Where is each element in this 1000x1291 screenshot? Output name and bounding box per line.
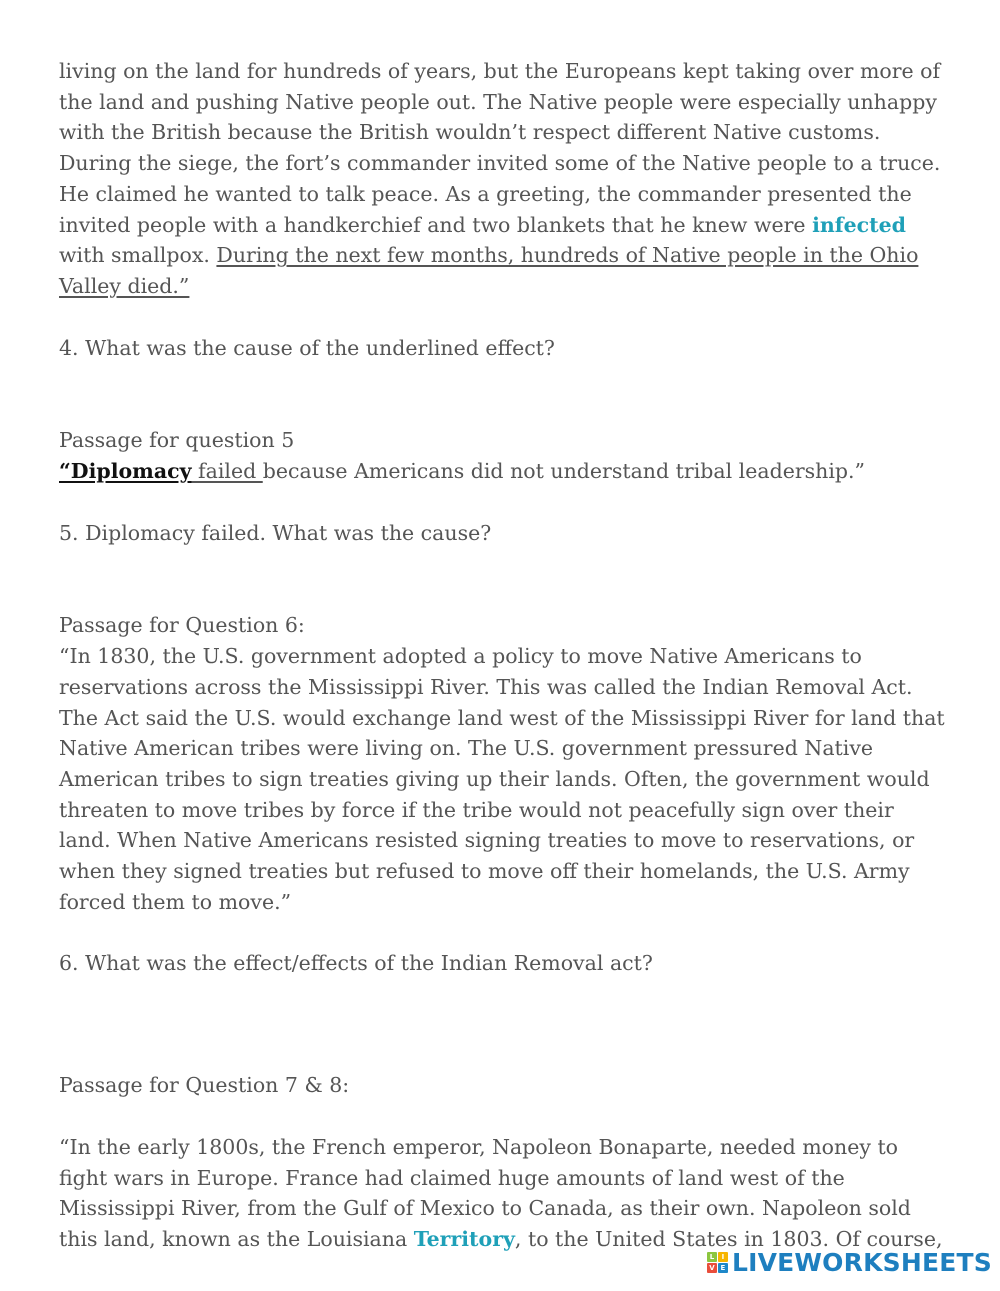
logo-letter-e: E — [718, 1263, 728, 1273]
passage-78-body-cont: , to the United States in 1803. Of course, — [514, 1226, 943, 1251]
question-4: 4. What was the cause of the underlined effect? — [59, 335, 555, 360]
question-5: 5. Diplomacy failed. What was the cause? — [59, 520, 492, 545]
liveworksheets-logo-icon — [707, 1252, 728, 1273]
territory-link[interactable]: Territory — [413, 1226, 515, 1251]
liveworksheets-footer — [707, 1248, 992, 1277]
passage-4-body: living on the land for hundreds of years, but the Europeans kept taking over more of the land and pushing Native people out. The Native people were especially unhappy with the British because the British wouldn’t respect different Native customs. During the siege, the fort’s commander invited some of the Native people to a truce. He claimed he wanted to talk peace. As a greeting, the commander presented the invited people with a handkerchief and two blankets that he knew were — [59, 59, 941, 237]
passage-78-heading: Passage for Question 7 & 8: — [59, 1073, 350, 1098]
logo-letter-l: L — [707, 1252, 717, 1262]
passage-5-heading: Passage for question 5 — [59, 428, 295, 453]
passage-5-rest: because Americans did not understand tribal leadership.” — [262, 459, 866, 484]
logo-letter-v: V — [707, 1263, 717, 1273]
passage-6-text: “In 1830, the U.S. government adopted a policy to move Native Americans to reservations across the Mississippi River. This was called the Indian Removal Act. The Act said the U.S. would exchange land west of the Mississippi River for land that Native American tribes were living on. The U.S. government pressured Native American tribes to sign treaties giving up their lands. Often, the government would threaten to move tribes by force if the tribe would not peacefully sign over their land. When Native Americans resisted signing treaties to move to reservations, or when they signed treaties but refused to move off their homelands, the U.S. Army forced them to move.” — [59, 644, 945, 914]
passage-78-body: “In the early 1800s, the French emperor, Napoleon Bonaparte, needed money to fight wars in Europe. France had claimed huge amounts of land west of the Mississippi River, from the Gulf of Mexico to Canada, as their own. Napoleon sold this land, known as the Louisiana — [59, 1134, 911, 1251]
underlined-effect: During the next few months, hundreds of Native people in the Ohio Valley died.” — [59, 243, 919, 298]
passage-4-text — [59, 56, 949, 302]
logo-letter-i: I — [718, 1252, 728, 1262]
passage-6-heading: Passage for Question 6: — [59, 613, 305, 638]
failed-word: failed — [191, 459, 263, 484]
diplomacy-word: “Diplomacy — [59, 459, 192, 484]
passage-5-text — [59, 456, 949, 487]
infected-link[interactable]: infected — [812, 212, 906, 237]
liveworksheets-brand[interactable]: LIVEWORKSHEETS — [731, 1248, 992, 1277]
passage-78-text — [59, 1132, 949, 1255]
worksheet-page — [59, 56, 949, 1255]
question-6: 6. What was the effect/effects of the Indian Removal act? — [59, 951, 653, 976]
passage-4-body-cont: with smallpox. — [59, 243, 217, 268]
